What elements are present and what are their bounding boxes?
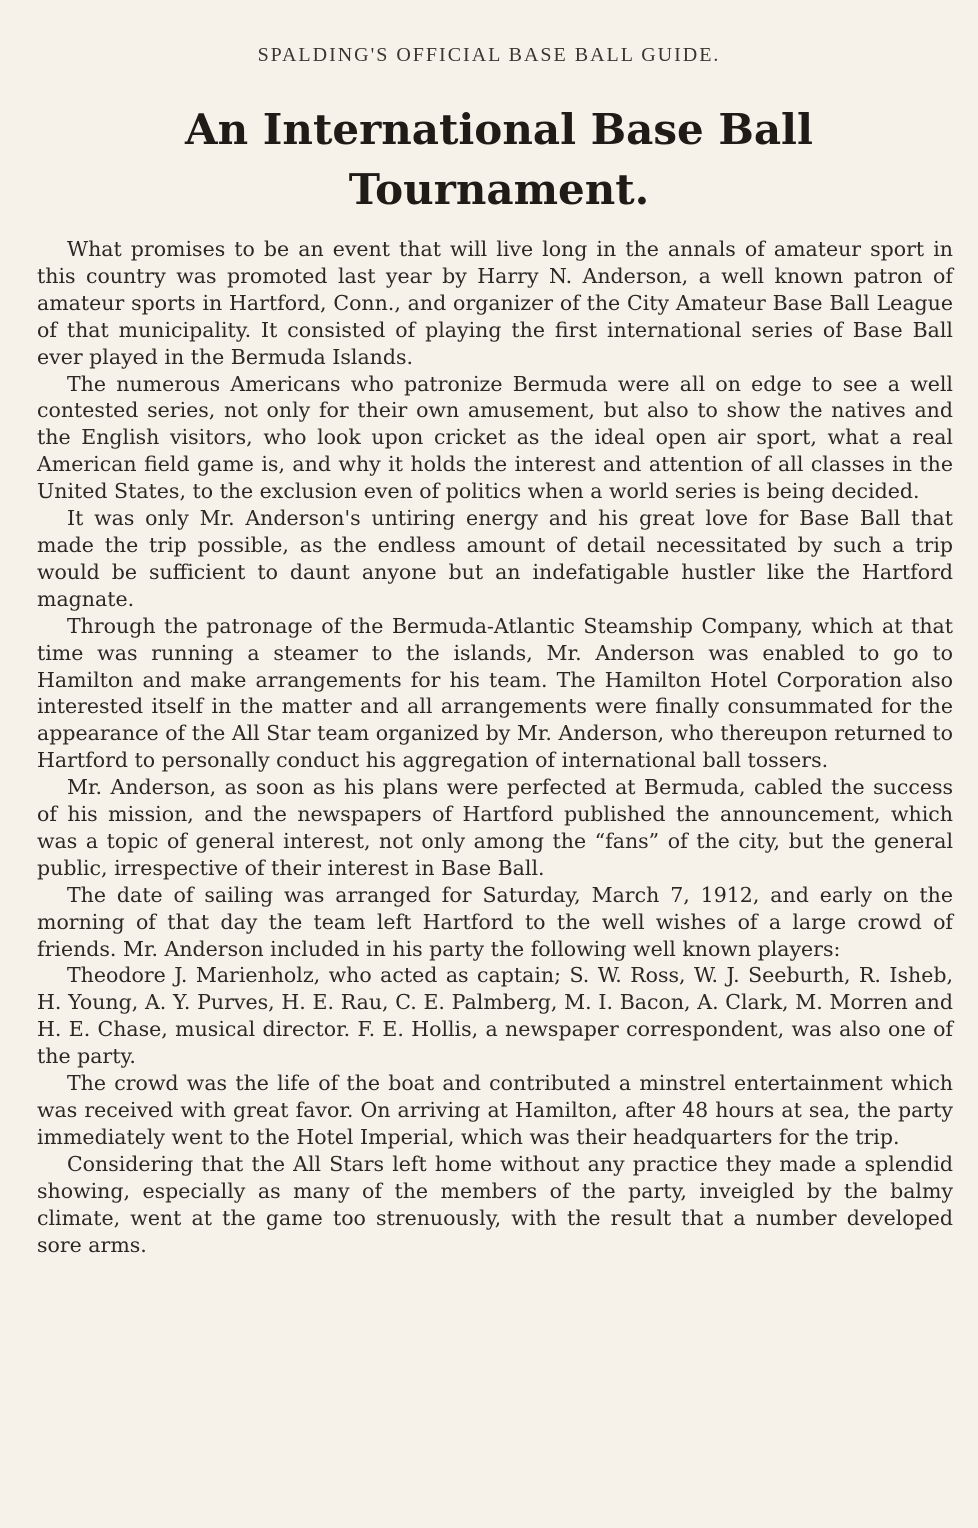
article-title: An International Base Ball Tournament. xyxy=(185,105,813,214)
paragraph: Through the patronage of the Bermuda-Atlantic Steamship Company, which at that time was running a steamer to the islands, Mr. Anderson was enabled to go to Hamilton and make arrangements for his team. The Hamilton Hotel Corporation also interested itself in the matter and all arrangements were finally consummated for the appearance of the All Star team organized by Mr. Anderson, who thereupon returned to Hartford to personally conduct his aggregation of international ball tossers. xyxy=(37,613,953,773)
running-head: SPALDING'S OFFICIAL BASE BALL GUIDE. xyxy=(257,44,721,66)
paragraph: The crowd was the life of the boat and contributed a minstrel entertainment which was received with great favor. On arriving at Hamilton, after 48 hours at sea, the party immediately went to the Hotel Imperial, which was their headquarters for the trip. xyxy=(37,1071,953,1149)
article-body xyxy=(37,236,953,1258)
paragraph: It was only Mr. Anderson's untiring energy and his great love for Base Ball that made the trip possible, as the endless amount of detail necessitated by such a trip would be sufficient to daunt anyone but an indefatigable hustler like the Hartford magnate. xyxy=(37,506,953,611)
paragraph: What promises to be an event that will live long in the annals of amateur sport in this country was promoted last year by Harry N. Anderson, a well known patron of amateur sports in Hartford, Conn., and organizer of the City Amateur Base Ball League of that municipality. It consisted of playing the first international series of Base Ball ever played in the Bermuda Islands. xyxy=(37,237,953,369)
paragraph: The numerous Americans who patronize Bermuda were all on edge to see a well contested series, not only for their own amusement, but also to show the natives and the English visitors, who look upon cricket as the ideal open air sport, what a real American field game is, and why it holds the interest and attention of all classes in the United States, to the exclusion even of politics when a world series is being decided. xyxy=(37,371,953,504)
paragraph: The date of sailing was arranged for Saturday, March 7, 1912, and early on the morning of that day the team left Hartford to the well wishes of a large crowd of friends. Mr. Anderson included in his party the following well known players: xyxy=(37,882,953,961)
paragraph: Theodore J. Marienholz, who acted as captain; S. W. Ross, W. J. Seeburth, R. Isheb, H. Young, A. Y. Purves, H. E. Rau, C. E. Palmberg, M. I. Bacon, A. Clark, M. Morren and H. E. Chase, musical director. F. E. Hollis, a newspaper correspondent, was also one of the party. xyxy=(37,963,953,1069)
paragraph: Considering that the All Stars left home without any practice they made a splendid showing, especially as many of the members of the party, inveigled by the balmy climate, went at the game too strenuously, with the result that a number developed sore arms. xyxy=(37,1151,953,1257)
paragraph: Mr. Anderson, as soon as his plans were perfected at Bermuda, cabled the success of his mission, and the newspapers of Hartford published the announcement, which was a topic of general interest, not only among the “fans” of the city, but the general public, irrespective of their interest in Base Ball. xyxy=(37,775,953,880)
